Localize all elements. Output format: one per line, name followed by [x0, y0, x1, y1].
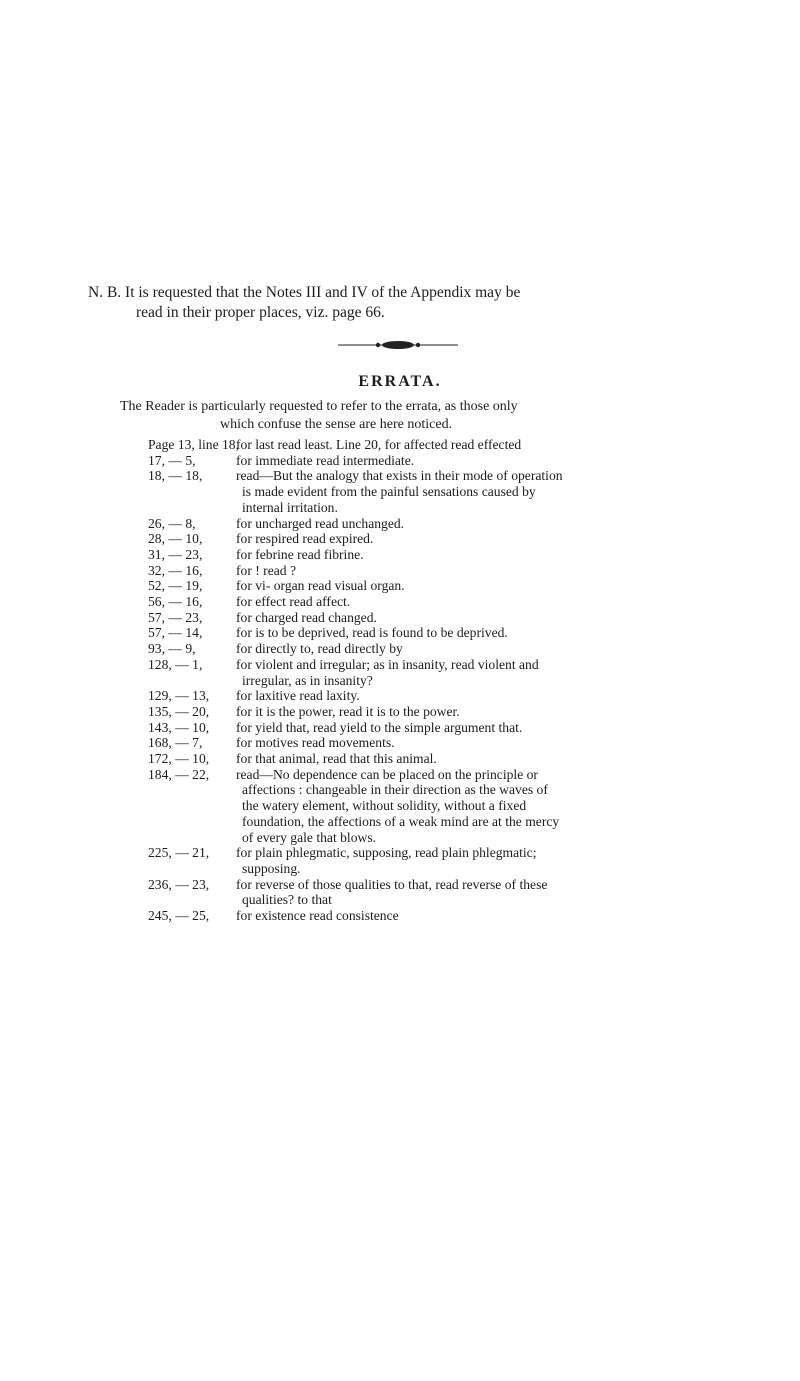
errata-correction-line: for last read least. Line 20, for affected read effected: [236, 437, 522, 452]
errata-correction-line: for plain phlegmatic, supposing, read plain phlegmatic;: [236, 845, 537, 861]
errata-correction: [236, 547, 748, 563]
errata-correction: [236, 516, 748, 532]
errata-reference: 31, — 23,: [148, 546, 203, 562]
errata-correction: [236, 641, 748, 657]
errata-correction-line: for respired read expired.: [236, 531, 374, 547]
errata-entry: [148, 453, 748, 469]
errata-intro-line: The Reader is particularly requested to refer to the errata, as those only: [120, 399, 518, 414]
errata-correction: [236, 453, 748, 469]
errata-correction: [236, 704, 748, 720]
errata-reference: 128, — 1,: [148, 656, 203, 672]
errata-entry: [148, 516, 748, 532]
errata-correction-line: for immediate read intermediate.: [236, 452, 415, 468]
errata-correction-line: for febrine read fibrine.: [236, 546, 364, 562]
errata-reference: 56, — 16,: [148, 594, 203, 610]
errata-entry: [148, 657, 748, 688]
errata-correction: [236, 594, 748, 610]
errata-correction: [236, 688, 748, 704]
errata-correction-line: for it is the power, read it is to the power.: [236, 703, 460, 719]
errata-correction-line: for that animal, read that this animal.: [236, 751, 437, 767]
errata-entry: [148, 437, 748, 453]
errata-entry: [148, 641, 748, 657]
errata-correction: [236, 531, 748, 547]
errata-entry: [148, 845, 748, 876]
errata-reference: 236, — 23,: [148, 876, 210, 892]
appendix-note-line: read in their proper places, viz. page 66.: [136, 304, 385, 321]
errata-correction-line: read—No dependence can be placed on the principle or: [236, 766, 538, 782]
errata-correction-line: foundation, the affections of a weak mind are at the mercy: [242, 813, 560, 829]
appendix-note-line: N. B. It is requested that the Notes III and IV of the Appendix may be: [88, 284, 521, 301]
errata-correction: [236, 563, 748, 579]
errata-correction-line: for motives read movements.: [236, 735, 395, 751]
errata-reference: 32, — 16,: [148, 562, 203, 578]
errata-correction-line: read—But the analogy that exists in their mode of operation: [236, 468, 563, 484]
errata-entry: [148, 735, 748, 751]
errata-reference: 57, — 23,: [148, 609, 203, 625]
errata-entry: [148, 594, 748, 610]
errata-correction: [236, 908, 748, 924]
errata-intro-line: which confuse the sense are here noticed.: [220, 417, 453, 432]
errata-correction: [236, 735, 748, 751]
errata-entry: [148, 720, 748, 736]
errata-entry: [148, 625, 748, 641]
errata-reference: 245, — 25,: [148, 908, 210, 924]
errata-entry: [148, 563, 748, 579]
errata-correction: [236, 625, 748, 641]
errata-correction-line: affections : changeable in their direction as the waves of: [242, 782, 548, 798]
errata-correction-line: for effect read affect.: [236, 594, 351, 610]
errata-reference: 17, — 5,: [148, 452, 196, 468]
errata-correction: [236, 468, 748, 515]
errata-correction-line: for existence read consistence: [236, 908, 399, 924]
errata-correction-line: for yield that, read yield to the simple argument that.: [236, 719, 523, 735]
errata-reference: 57, — 14,: [148, 625, 203, 641]
errata-reference: 135, — 20,: [148, 703, 210, 719]
errata-correction-line: for violent and irregular; as in insanity, read violent and: [236, 656, 539, 672]
errata-entry: [148, 578, 748, 594]
errata-correction-line: for uncharged read unchanged.: [236, 515, 405, 531]
errata-correction-line: the watery element, without solidity, without a fixed: [242, 798, 527, 814]
errata-intro: [120, 398, 760, 434]
errata-entry: [148, 704, 748, 720]
errata-entry: [148, 547, 748, 563]
errata-correction-line: irregular, as in insanity?: [242, 672, 373, 688]
errata-entry: [148, 468, 748, 515]
appendix-note: [88, 283, 768, 323]
errata-reference: 52, — 19,: [148, 578, 203, 594]
errata-entry: [148, 688, 748, 704]
errata-reference: 28, — 10,: [148, 531, 203, 547]
errata-correction: [236, 657, 748, 688]
errata-entry: [148, 531, 748, 547]
errata-reference: 168, — 7,: [148, 735, 203, 751]
errata-correction: [236, 845, 748, 876]
errata-correction: [236, 720, 748, 736]
errata-reference: 26, — 8,: [148, 515, 196, 531]
errata-entry: [148, 767, 748, 846]
errata-correction-line: for vi- organ read visual organ.: [236, 578, 405, 594]
errata-correction: [236, 437, 748, 453]
errata-correction: [236, 751, 748, 767]
errata-correction-line: is made evident from the painful sensations caused by: [242, 484, 536, 500]
errata-correction-line: for reverse of those qualities to that, read reverse of these: [236, 876, 548, 892]
errata-correction-line: of every gale that blows.: [242, 829, 377, 845]
errata-reference: 143, — 10,: [148, 719, 210, 735]
errata-correction: [236, 767, 748, 846]
errata-entry: [148, 751, 748, 767]
errata-heading: ERRATA.: [358, 373, 442, 390]
errata-reference: 93, — 9,: [148, 641, 196, 657]
errata-list: [148, 437, 748, 924]
errata-correction-line: qualities? to that: [242, 892, 332, 908]
errata-reference: 172, — 10,: [148, 751, 210, 767]
errata-entry: [148, 610, 748, 626]
errata-correction-line: for ! read ?: [236, 562, 296, 578]
ornamental-rule: [338, 339, 458, 351]
errata-correction: [236, 877, 748, 908]
errata-reference: 129, — 13,: [148, 688, 210, 704]
errata-correction-line: for is to be deprived, read is found to be deprived.: [236, 625, 508, 641]
errata-reference: 18, — 18,: [148, 468, 203, 484]
errata-entry: [148, 908, 748, 924]
errata-reference: Page 13, line 18,: [148, 437, 239, 452]
errata-reference: 225, — 21,: [148, 845, 210, 861]
errata-correction-line: supposing.: [242, 860, 301, 876]
errata-correction-line: for charged read changed.: [236, 609, 377, 625]
errata-reference: 184, — 22,: [148, 766, 210, 782]
errata-correction-line: for directly to, read directly by: [236, 641, 403, 657]
errata-correction-line: internal irritation.: [242, 499, 338, 515]
errata-correction: [236, 610, 748, 626]
errata-correction: [236, 578, 748, 594]
errata-entry: [148, 877, 748, 908]
errata-correction-line: for laxitive read laxity.: [236, 688, 360, 704]
